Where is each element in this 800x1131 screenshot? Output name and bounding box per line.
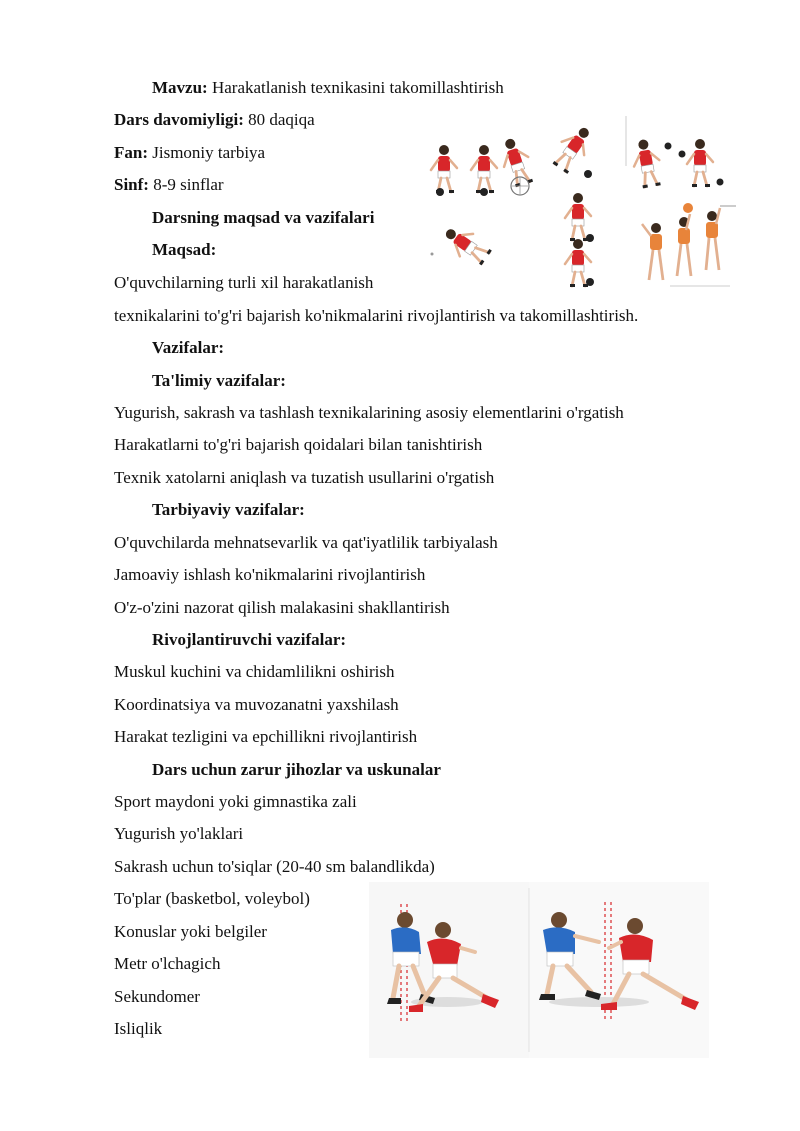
list-item: Yugurish yo'laklari — [114, 824, 244, 843]
topic-label: Mavzu: — [152, 78, 208, 97]
list-item: Muskul kuchini va chidamlilikni oshirish — [114, 662, 395, 681]
list-item: O'z-o'zini nazorat qilish malakasini shakllantirish — [114, 598, 450, 617]
subject-value: Jismoniy tarbiya — [152, 143, 266, 162]
list-item: Koordinatsiya va muvozanatni yaxshilash — [114, 695, 399, 714]
players-contest-illustration — [369, 882, 709, 1058]
football-exercises-illustration — [420, 106, 750, 296]
topic-line — [152, 78, 504, 98]
list-item: Harakat tezligini va epchillikni rivojlantirish — [114, 727, 418, 746]
goals-heading: Darsning maqsad va vazifalari — [152, 208, 375, 227]
equipment-heading: Dars uchun zarur jihozlar va uskunalar — [152, 760, 441, 779]
aim-text-line2: texnikalarini to'g'ri bajarish ko'nikmalarini rivojlantirish va takomillashtirish. — [114, 306, 639, 325]
list-item: Sport maydoni yoki gimnastika zali — [114, 792, 357, 811]
topic-value: Harakatlanish texnikasini takomillashtirish — [211, 78, 504, 97]
subject-label: Fan: — [114, 143, 148, 162]
aim-text-line1: O'quvchilarning turli xil harakatlanish — [114, 273, 374, 292]
list-item: To'plar (basketbol, voleybol) — [114, 889, 310, 908]
list-item: Yugurish, sakrash va tashlash texnikalarining asosiy elementlarini o'rgatish — [114, 403, 624, 422]
upbringing-heading: Tarbiyaviy vazifalar: — [152, 500, 305, 519]
duration-line — [114, 110, 315, 130]
grade-value: 8-9 sinflar — [153, 175, 224, 194]
grade-label: Sinf: — [114, 175, 149, 194]
duration-label: Dars davomiyligi: — [114, 110, 244, 129]
list-item: O'quvchilarda mehnatsevarlik va qat'iyatlilik tarbiyalash — [114, 533, 498, 552]
aim-heading: Maqsad: — [152, 240, 217, 259]
tasks-heading: Vazifalar: — [152, 338, 225, 357]
list-item: Sekundomer — [114, 987, 200, 1006]
subject-line — [114, 143, 265, 163]
list-item: Konuslar yoki belgiler — [114, 922, 267, 941]
duration-value: 80 daqiqa — [248, 110, 315, 129]
list-item: Harakatlarni to'g'ri bajarish qoidalari bilan tanishtirish — [114, 435, 483, 454]
grade-line — [114, 175, 224, 195]
list-item: Isliqlik — [114, 1019, 163, 1038]
educational-heading: Ta'limiy vazifalar: — [152, 371, 286, 390]
developmental-heading: Rivojlantiruvchi vazifalar: — [152, 630, 347, 649]
list-item: Texnik xatolarni aniqlash va tuzatish usullarini o'rgatish — [114, 468, 495, 487]
list-item: Sakrash uchun to'siqlar (20-40 sm balandlikda) — [114, 857, 435, 876]
list-item: Metr o'lchagich — [114, 954, 221, 973]
list-item: Jamoaviy ishlash ko'nikmalarini rivojlantirish — [114, 565, 426, 584]
